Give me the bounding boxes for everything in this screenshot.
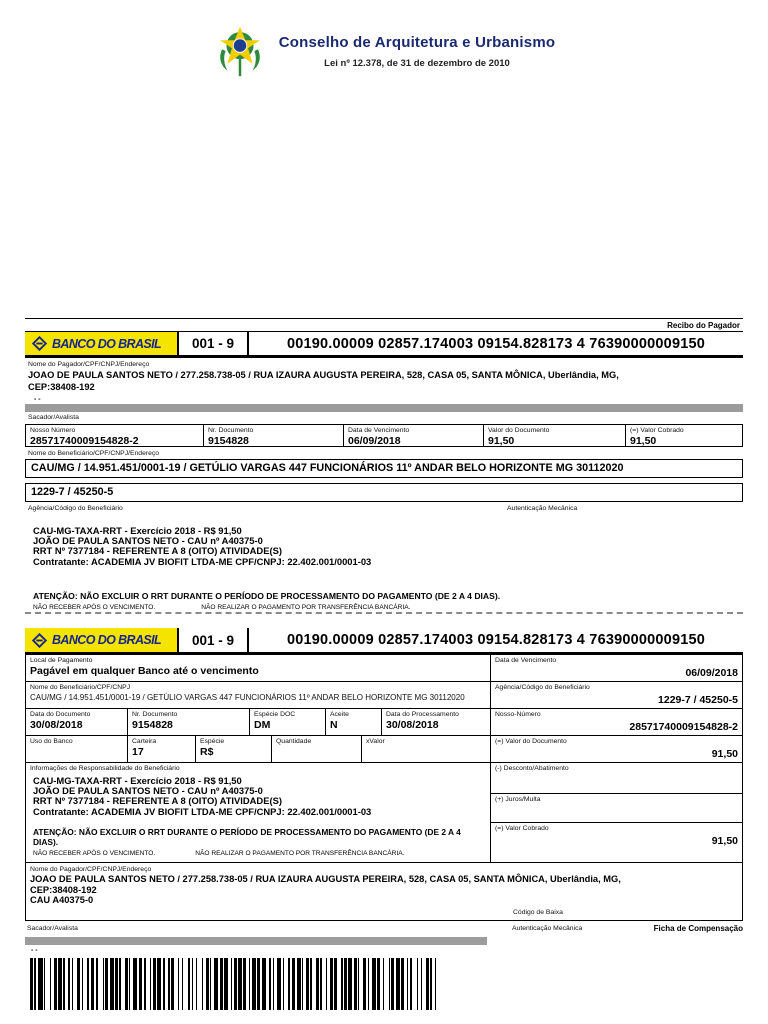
- aceite-value: N: [330, 719, 338, 731]
- header-text: [279, 34, 555, 69]
- pagador-line-1: JOAO DE PAULA SANTOS NETO / 277.258.738-05 / RUA IZAURA AUGUSTA PEREIRA, 528, CASA 05, SANTA MÔNICA, Uberlândia, MG,: [30, 874, 621, 884]
- xvalor-cell: [362, 736, 490, 762]
- info-line: RRT Nº 7377184 - REFERENTE A 8 (OITO) ATIVIDADE(S): [33, 545, 282, 557]
- nosso-numero-value: 28571740009154828-2: [30, 435, 139, 446]
- nr-documento-label: Nr. Documento: [132, 711, 178, 718]
- row-local-pagamento: [26, 655, 742, 682]
- local-pagamento-cell: [26, 655, 490, 681]
- nr-documento-value: 9154828: [132, 719, 173, 731]
- desconto-cell: [491, 763, 742, 794]
- especie-label: Espécie: [200, 738, 225, 745]
- responsabilidade-cell: [26, 763, 490, 862]
- beneficiario-value: CAU/MG / 14.951.451/0001-19 / GETÚLIO VARGAS 447 FUNCIONÁRIOS 11º ANDAR BELO HORIZONTE MG 30112020: [25, 459, 743, 478]
- juros-cell: [491, 794, 742, 823]
- especie-doc-cell: [250, 709, 326, 735]
- data-vencimento-value: 06/09/2018: [685, 667, 738, 679]
- grey-separator: [25, 404, 743, 412]
- info-line: RRT Nº 7377184 - REFERENTE A 8 (OITO) ATIVIDADE(S): [33, 795, 282, 807]
- warning-no-receive: NÃO RECEBER APÓS O VENCIMENTO.: [33, 849, 156, 857]
- barcode: [30, 958, 442, 1010]
- bb-diamond-icon: [32, 633, 47, 648]
- bank-header-row: [25, 628, 743, 655]
- juros-label: (+) Juros/Multa: [495, 796, 541, 803]
- payer-line-1: JOAO DE PAULA SANTOS NETO / 277.258.738-05 / RUA IZAURA AUGUSTA PEREIRA, 528, CASA 05, SANTA MÔNICA, Uberlândia, MG,: [28, 370, 619, 380]
- especie-doc-value: DM: [254, 719, 271, 731]
- local-pagamento-value: Pagável em qualquer Banco até o vencimento: [30, 665, 259, 677]
- cau-coat-of-arms-icon: [213, 22, 267, 80]
- ficha-footer-labels: [25, 923, 743, 935]
- carteira-cell: [128, 736, 196, 762]
- bank-name: BANCO DO BRASIL: [52, 336, 162, 351]
- recibo-pagador-section: [25, 318, 743, 611]
- dash-mark: - -: [34, 396, 41, 403]
- banco-cells: [26, 736, 490, 762]
- row-beneficiario: [26, 682, 742, 709]
- pagador-label: Nome do Pagador/CPF/CNPJ/Endereço: [30, 866, 152, 873]
- carteira-label: Carteira: [132, 738, 157, 745]
- field-data-vencimento: [344, 425, 484, 446]
- nr-documento-label: Nr. Documento: [208, 427, 254, 434]
- warning-main: ATENÇÃO: NÃO EXCLUIR O RRT DURANTE O PERÍODO DE PROCESSAMENTO DO PAGAMENTO (DE 2 A 4 DIAS).: [33, 826, 461, 847]
- row-documento: [26, 709, 742, 736]
- nr-documento-cell: [128, 709, 250, 735]
- responsabilidade-label: Informações de Responsabilidade do Beneficiário: [30, 765, 180, 772]
- banco-do-brasil-logo: [25, 628, 177, 652]
- autenticacao-mecanica-label: Autenticação Mecânica: [512, 924, 583, 932]
- uso-banco-label: Uso do Banco: [30, 738, 73, 745]
- banco-do-brasil-logo: [25, 332, 177, 355]
- carteira-value: 17: [132, 746, 144, 758]
- warning-sub: [30, 850, 486, 857]
- quantidade-label: Quantidade: [276, 738, 312, 745]
- pagador-line-2: CEP:38408-192: [30, 884, 97, 895]
- info-line: JOÃO DE PAULA SANTOS NETO - CAU nº A40375-0: [33, 785, 263, 797]
- info-block: [30, 776, 486, 817]
- nosso-numero-label: Nosso Número: [30, 427, 76, 434]
- row-banco: [26, 736, 742, 763]
- aceite-cell: [326, 709, 382, 735]
- agencia-codigo-cell: [490, 682, 742, 708]
- data-documento-label: Data do Documento: [30, 711, 91, 718]
- row-pagador: [26, 863, 742, 920]
- ficha-compensacao-section: [25, 628, 743, 954]
- valor-documento-label: (=) Valor do Documento: [495, 738, 567, 745]
- uso-banco-cell: [26, 736, 128, 762]
- especie-value: R$: [200, 746, 214, 758]
- receipt-footer-labels: [25, 503, 743, 514]
- especie-cell: [196, 736, 272, 762]
- digitable-line: 00190.00009 02857.174003 09154.828173 4 76390000009150: [286, 632, 706, 648]
- recibo-do-pagador-label: Recibo do Pagador: [25, 318, 743, 331]
- sacador-avalista-label: Sacador/Avalista: [27, 924, 78, 932]
- agencia-codigo-label: Agência/Código do Beneficiário: [495, 684, 590, 691]
- quantidade-cell: [272, 736, 362, 762]
- payer-label: Nome do Pagador/CPF/CNPJ/Endereço: [28, 361, 150, 368]
- field-nosso-numero: [26, 425, 204, 446]
- nosso-numero-label: Nosso-Número: [495, 711, 541, 718]
- cut-dashed-line: [25, 612, 743, 614]
- aceite-label: Aceite: [330, 711, 349, 718]
- agencia-codigo-label: Agência/Código do Beneficiário: [28, 505, 123, 512]
- bank-code: 001 - 9: [191, 336, 235, 351]
- valor-documento-value: 91,50: [711, 748, 738, 760]
- documento-cells: [26, 709, 490, 735]
- bank-header-row: [25, 331, 743, 358]
- data-vencimento-label: Data de Vencimento: [495, 657, 557, 664]
- info-line: Contratante: ACADEMIA JV BIOFIT LTDA-ME CPF/CNPJ: 22.402.001/0001-03: [33, 555, 372, 567]
- valor-cobrado-label: (=) Valor Cobrado: [630, 427, 684, 434]
- payer-block: [25, 358, 743, 404]
- valor-cobrado-cell: [491, 823, 742, 862]
- beneficiario-value: CAU/MG / 14.951.451/0001-19 / GETÚLIO VARGAS 447 FUNCIONÁRIOS 11º ANDAR BELO HORIZONTE MG 30112020: [30, 693, 465, 702]
- nosso-numero-cell: [490, 709, 742, 735]
- org-title: Conselho de Arquitetura e Urbanismo: [278, 33, 556, 51]
- data-processamento-cell: [382, 709, 490, 735]
- warning-no-receive: NÃO RECEBER APÓS O VENCIMENTO.: [33, 603, 156, 611]
- valor-documento-cell: [490, 736, 742, 762]
- nr-documento-value: 9154828: [208, 435, 249, 446]
- data-processamento-value: 30/08/2018: [386, 719, 439, 731]
- info-line: CAU-MG-TAXA-RRT - Exercício 2018 - R$ 91,50: [33, 775, 242, 786]
- data-vencimento-value: 06/09/2018: [348, 435, 401, 446]
- valores-stack: [490, 763, 742, 862]
- warning-no-transfer: NÃO REALIZAR O PAGAMENTO POR TRANSFERÊNCIA BANCÁRIA.: [201, 603, 411, 611]
- warning-main: ATENÇÃO: NÃO EXCLUIR O RRT DURANTE O PERÍODO DE PROCESSAMENTO DO PAGAMENTO (DE 2 A 4 DIAS).: [33, 590, 501, 601]
- warning-sub: [25, 604, 743, 611]
- data-documento-value: 30/08/2018: [30, 719, 83, 731]
- bank-code: 001 - 9: [191, 632, 235, 648]
- valor-documento-value: 91,50: [488, 435, 515, 446]
- valor-cobrado-label: (=) Valor Cobrado: [495, 825, 549, 832]
- info-line: CAU-MG-TAXA-RRT - Exercício 2018 - R$ 91,50: [33, 525, 242, 536]
- field-valor-documento: [484, 425, 626, 446]
- valor-cobrado-value: 91,50: [711, 835, 738, 847]
- beneficiario-cell: [26, 682, 490, 708]
- org-law-subtitle: Lei nº 12.378, de 31 de dezembro de 2010: [324, 57, 510, 69]
- data-processamento-label: Data do Processamento: [386, 711, 459, 718]
- pagador-cell: [26, 863, 742, 920]
- document-header: [0, 22, 768, 80]
- local-pagamento-label: Local de Pagamento: [30, 657, 93, 664]
- pagador-cau-number: CAU A40375-0: [30, 895, 94, 905]
- desconto-label: (-) Desconto/Abatimento: [495, 765, 569, 772]
- row-responsabilidade: [26, 763, 742, 863]
- field-nr-documento: [204, 425, 344, 446]
- beneficiario-label: Nome do Beneficiário/CPF/CNPJ: [30, 684, 131, 691]
- info-line: JOÃO DE PAULA SANTOS NETO - CAU nº A40375-0: [33, 535, 263, 547]
- receipt-fields-row: [25, 424, 743, 447]
- grey-separator: [25, 937, 487, 945]
- data-vencimento-cell: [490, 655, 742, 681]
- bb-diamond-icon: [32, 336, 47, 351]
- especie-doc-label: Espécie DOC: [254, 711, 296, 718]
- info-block: [25, 526, 743, 567]
- info-line: Contratante: ACADEMIA JV BIOFIT LTDA-ME CPF/CNPJ: 22.402.001/0001-03: [33, 805, 372, 817]
- bank-name: BANCO DO BRASIL: [52, 633, 162, 647]
- valor-cobrado-value: 91,50: [630, 435, 657, 446]
- agencia-codigo-value: 1229-7 / 45250-5: [25, 483, 743, 502]
- codigo-baixa-label: Código de Baixa: [513, 908, 563, 916]
- dash-mark: - -: [31, 946, 38, 954]
- warning-no-transfer: NÃO REALIZAR O PAGAMENTO POR TRANSFERÊNCIA BANCÁRIA.: [195, 849, 405, 857]
- valor-documento-label: Valor do Documento: [488, 427, 550, 434]
- agencia-codigo-value: 1229-7 / 45250-5: [658, 694, 738, 706]
- field-valor-cobrado: [626, 425, 742, 446]
- ficha-grid: [25, 655, 743, 921]
- ficha-compensacao-label: Ficha de Compensação: [653, 923, 743, 933]
- payer-line-2: CEP:38408-192: [28, 381, 95, 392]
- autenticacao-mecanica-label: Autenticação Mecânica: [507, 505, 578, 512]
- data-documento-cell: [26, 709, 128, 735]
- nosso-numero-value: 28571740009154828-2: [629, 721, 738, 733]
- beneficiario-label: Nome do Beneficiário/CPF/CNPJ/Endereço: [28, 450, 160, 457]
- digitable-line: 00190.00009 02857.174003 09154.828173 4 76390000009150: [286, 335, 706, 352]
- xvalor-label: xValor: [366, 738, 385, 745]
- data-vencimento-label: Data de Vencimento: [348, 427, 410, 434]
- sacador-avalista-label: Sacador/Avalista: [28, 414, 79, 421]
